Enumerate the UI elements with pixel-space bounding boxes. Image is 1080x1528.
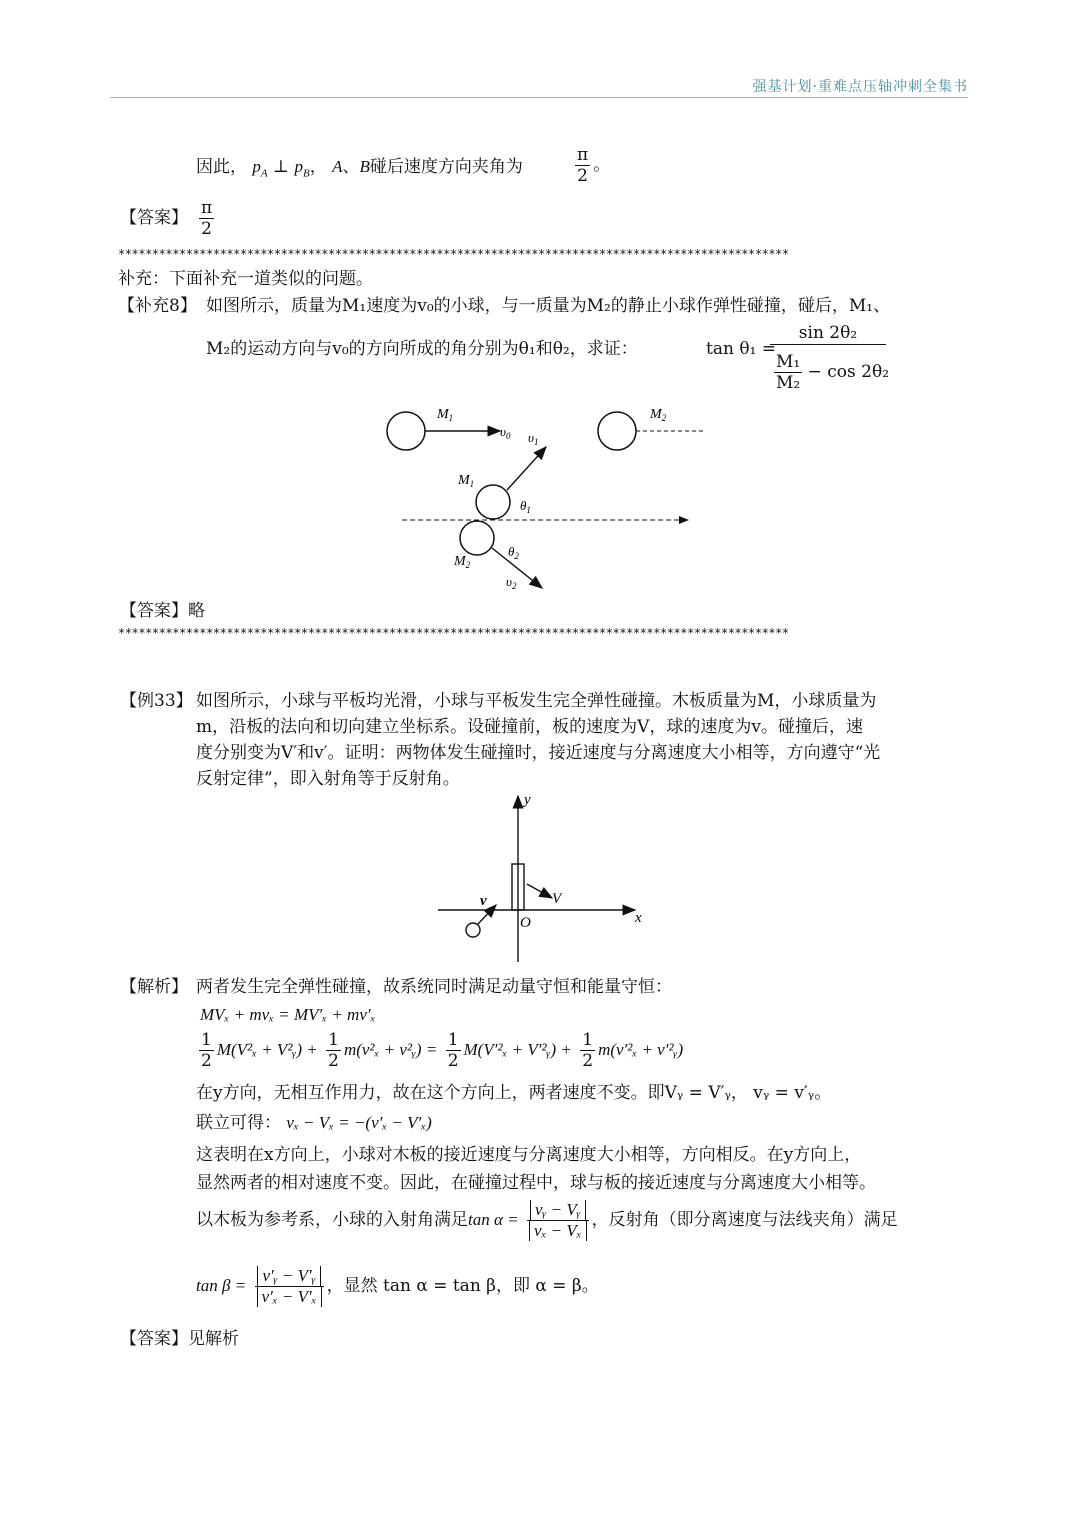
equation-energy: $\frac{1}{2}$ M(V²ₓ + V²ᵧ) + $\frac{1}{2}$ m(v²ₓ + v²ᵧ) = $\frac{1}{2}$ M(V′²ₓ + V′²ᵧ) + $\frac{1}{2}$ m(v′²ₓ + v′²ᵧ) <box>201 1030 684 1071</box>
supplement-line-1: 如图所示，质量为M₁速度为v₀的小球，与一质量为M₂的静止小球作弹性碰撞，碰后，M₁、 <box>206 296 891 316</box>
example-line-1: 如图所示，小球与平板均光滑，小球与平板发生完全弹性碰撞。木板质量为M，小球质量为 <box>196 691 877 711</box>
label-V: V <box>552 891 562 907</box>
label-v1-top: $\upsilon_1$ <box>528 430 539 447</box>
header-rule <box>110 97 968 98</box>
header-title: 强基计划·重难点压轴冲刺全集书 <box>752 79 968 95</box>
equation-momentum: MVₓ + mvₓ = MV′ₓ + mv′ₓ <box>200 1005 376 1024</box>
example-line-3: 度分别变为V′和v′。证明：两物体发生碰撞时，接近速度与分离速度大小相等，方向遵守“光 <box>196 743 881 763</box>
supplement-formula-numerator: sin 2θ₂ <box>770 322 886 345</box>
ball-m2-after <box>460 521 494 555</box>
solution-line-x2: 显然两者的相对速度不变。因此，在碰撞过程中，球与板的接近速度与分离速度大小相等。 <box>196 1173 876 1193</box>
label-m2-top: $M_2$ <box>650 407 667 423</box>
prev-conclusion: 因此， $p_A$ ⊥ $p_B$， A、B碰后速度方向夹角为 <box>196 157 523 180</box>
solution-reflection: tan β = $\frac{\text{v′ᵧ − V′ᵧ}}{\text{v′ₓ − V′ₓ}}$ ，显然 tan α = tan β，即 α = β。 <box>196 1266 599 1306</box>
prev-answer-value: $\frac{\pi}{2}$ <box>201 198 213 239</box>
prev-answer-label: 【答案】 <box>120 208 188 228</box>
supplement-line-2: M₂的运动方向与v₀的方向所成的角分别为θ₁和θ₂，求证： <box>206 339 638 359</box>
ball-m1-before <box>387 412 425 450</box>
solution-line-x1: 这表明在x方向上，小球对木板的接近速度与分离速度大小相等，方向相反。在y方向上， <box>196 1145 862 1165</box>
label-y: y <box>524 792 531 808</box>
label-m1-top: $M_1$ <box>437 407 454 423</box>
collision-figure <box>380 398 720 598</box>
separator-stars-2: *************************************************************************************************** <box>118 626 789 640</box>
solution-tag: 【解析】 <box>120 977 188 997</box>
label-v2: $\upsilon_2$ <box>506 574 517 591</box>
label-m2-after: $M_2$ <box>454 554 471 570</box>
supplement-answer: 【答案】略 <box>120 601 205 621</box>
solution-line-y: 在y方向，无相互作用力，故在这个方向上，两者速度不变。即Vᵧ = V′ᵧ， vᵧ = v′ᵧ。 <box>196 1083 832 1103</box>
supplement-formula-lhs: tan θ₁ = <box>706 339 777 359</box>
label-origin: O <box>520 915 531 931</box>
solution-incident: 以木板为参考系，小球的入射角满足tan α = $\frac{\text{vᵧ − Vᵧ}}{\text{vₓ − Vₓ}}$ ，反射角（即分离速度与法线夹角）满足 <box>196 1200 898 1240</box>
prev-fraction: $\frac{\pi}{2}$ 。 <box>577 145 611 186</box>
small-ball <box>466 923 480 937</box>
ball-m2-before <box>598 412 636 450</box>
label-v0: $\upsilon_0$ <box>500 424 511 441</box>
solution-answer: 【答案】见解析 <box>120 1329 239 1349</box>
label-v: v <box>480 893 487 909</box>
ball-m1-after <box>476 485 510 519</box>
supplement-formula-denominator: $\frac{\text{M₁}}{\text{M₂}}$ − cos 2θ₂ <box>776 352 890 393</box>
supplement-intro: 补充：下面补充一道类似的问题。 <box>118 269 373 289</box>
label-theta1: $\theta_1$ <box>520 498 531 515</box>
plate-figure <box>430 790 660 965</box>
example-line-2: m，沿板的法向和切向建立坐标系。设碰撞前，板的速度为V，球的速度为v。碰撞后，速 <box>196 717 863 737</box>
solution-line-1: 两者发生完全弹性碰撞，故系统同时满足动量守恒和能量守恒： <box>196 977 672 997</box>
label-x: x <box>635 910 642 926</box>
label-m1-after: $M_1$ <box>458 473 475 489</box>
label-theta2: $\theta_2$ <box>508 544 519 561</box>
arrow-V <box>527 884 552 898</box>
example-tag: 【例33】 <box>120 691 193 711</box>
supplement-tag: 【补充8】 <box>118 296 197 316</box>
separator-stars-1: *************************************************************************************************** <box>118 247 789 261</box>
solution-combine: 联立可得： vₓ − Vₓ = −(v′ₓ − V′ₓ) <box>196 1113 432 1133</box>
arrow-v1 <box>507 447 546 490</box>
example-line-4: 反射定律”，即入射角等于反射角。 <box>196 769 460 789</box>
